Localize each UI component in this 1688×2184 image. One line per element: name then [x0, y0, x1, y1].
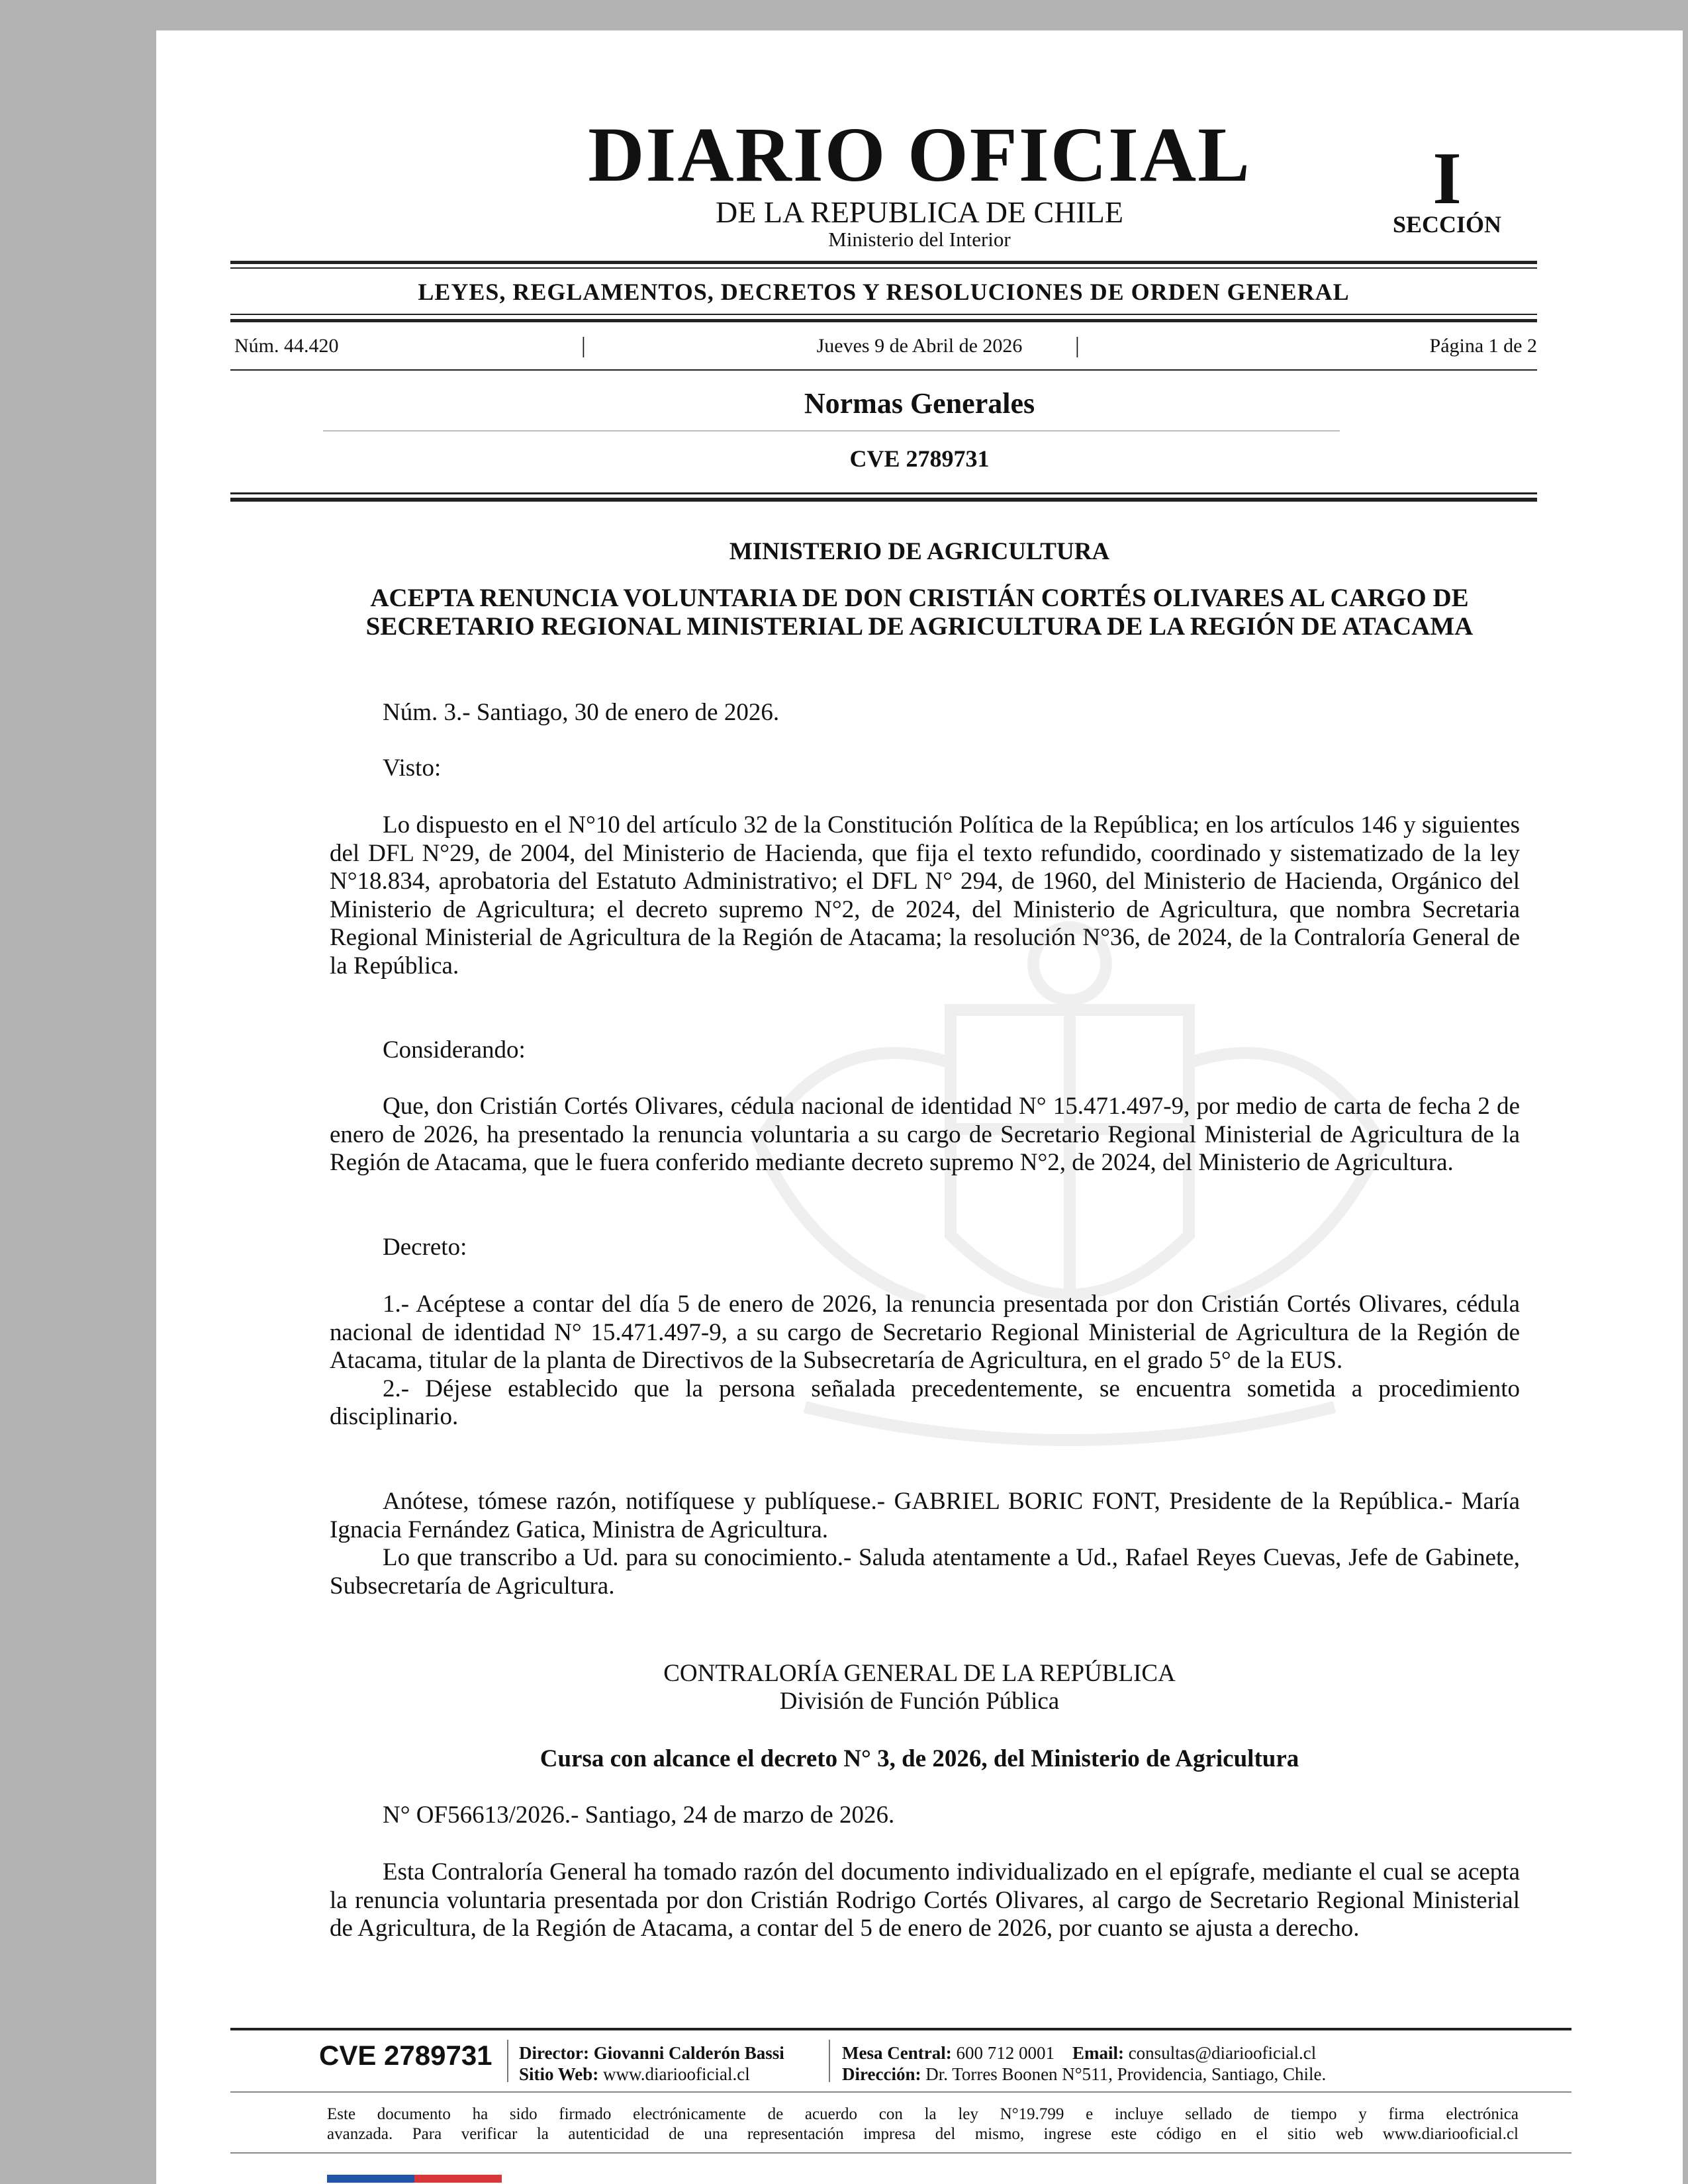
article-2: 2.- Déjese establecido que la persona señalada precedentemente, se encuentra sometida a procedimiento disciplinario. [330, 1375, 1520, 1430]
meta-rule [230, 369, 1537, 371]
footer-separator-2 [829, 2040, 830, 2082]
decreto-label: Decreto: [383, 1234, 467, 1261]
contraloria-text: Esta Contraloría General ha tomado razón del documento individualizado en el epígrafe, mediante el cual se acepta la renuncia voluntaria presentada por don Cristián Rodrigo Cortés Olivares, al cargo de Secretario Regional Ministerial de Agricultura, de la Región de Atacama, a contar del 5 de enero de 2026, por cuanto se ajusta a derecho. [330, 1858, 1520, 1942]
email-label: Email: [1072, 2043, 1124, 2063]
banner-rule-2 [230, 319, 1537, 322]
footer-director-block [519, 2042, 784, 2085]
cve-rule-1 [230, 492, 1537, 494]
visto-text: Lo dispuesto en el N°10 del artículo 32 de la Constitución Política de la República; en los artículos 146 y siguientes del DFL N°29, de 2004, del Ministerio de Hacienda, que fija el texto refundido, coordinado y sistematizado de la ley N°18.834, aprobatoria del Estatuto Administrativo; el DFL N° 294, de 1960, del Ministerio de Hacienda, Orgánico del Ministerio de Agricultura; el decreto supremo N°2, de 2024, del Ministerio de Agricultura, que nombra Secretaria Regional Ministerial de Agricultura de la Región de Atacama; la resolución N°36, de 2024, de la Contraloría General de la República. [330, 811, 1520, 979]
meta-separator-left: | [581, 334, 586, 358]
footer-rule-top [230, 2028, 1571, 2030]
page-indicator: Página 1 de 2 [1429, 335, 1537, 357]
phone-value: 600 712 0001 [956, 2043, 1055, 2063]
cve-code: CVE 2789731 [849, 445, 990, 472]
section-number: I [1432, 138, 1462, 220]
footer-legal-note [327, 2105, 1519, 2144]
visto-label: Visto: [383, 754, 442, 782]
considerando-text: Que, don Cristián Cortés Olivares, cédula nacional de identidad N° 15.471.497-9, por medio de carta de fecha 2 de enero de 2026, ha presentado la renuncia voluntaria a su cargo de Secretario Regional Ministerial de Agricultura de la Región de Atacama, que le fuera conferido mediante decreto supremo N°2, de 2024, del Ministerio de Agricultura. [330, 1093, 1520, 1176]
considerando-block [330, 1093, 1520, 1177]
email-link[interactable]: consultas@diariooficial.cl [1128, 2043, 1317, 2063]
contraloria-number-block [330, 1801, 1520, 1830]
articles-block [330, 1291, 1520, 1432]
flag-stripe-blue [327, 2175, 414, 2183]
masthead-subtitle: DE LA REPUBLICA DE CHILE [716, 195, 1123, 229]
ministry-heading: MINISTERIO DE AGRICULTURA [729, 538, 1110, 565]
address-label: Dirección: [842, 2064, 921, 2084]
meta-separator-right: | [1075, 334, 1080, 358]
footer-rule-bottom [230, 2152, 1571, 2154]
considerando-label: Considerando: [383, 1036, 526, 1064]
visto-block [330, 811, 1520, 980]
category-heading: Normas Generales [804, 387, 1035, 420]
category-underline [323, 430, 1340, 432]
header-rule-top [230, 261, 1537, 264]
closing-signature: Anótese, tómese razón, notifíquese y publíquese.- GABRIEL BORIC FONT, Presidente de la República.- María Ignacia Fernández Gatica, Ministra de Agricultura. [330, 1488, 1520, 1543]
footer-note-line-1: Este documento ha sido firmado electrónicamente de acuerdo con la ley N°19.799 e incluye sellado de tiempo y firma electrónica [327, 2105, 1519, 2123]
closing-transcription: Lo que transcribo a Ud. para su conocimiento.- Saluda atentamente a Ud., Rafael Reyes Cuevas, Jefe de Gabinete, Subsecretaría de Agricultura. [330, 1544, 1520, 1600]
masthead-title: DIARIO OFICIAL [588, 111, 1251, 198]
cve-rule-2 [230, 498, 1537, 502]
phone-label: Mesa Central: [842, 2043, 952, 2063]
contraloria-name: CONTRALORÍA GENERAL DE LA REPÚBLICA [663, 1660, 1176, 1687]
flag-stripe-red [414, 2175, 502, 2183]
contraloria-text-block [330, 1858, 1520, 1943]
director-name: Giovanni Calderón Bassi [593, 2043, 784, 2063]
section-label: SECCIÓN [1392, 211, 1502, 238]
decree-number: Núm. 3.- Santiago, 30 de enero de 2026. [383, 699, 780, 726]
footer-note-line-2: avanzada. Para verificar la autenticidad de una representación impresa del mismo, ingrese este código en el sitio web www.diariooficial.cl [327, 2125, 1519, 2143]
article-1: 1.- Acéptese a contar del día 5 de enero de 2026, la renuncia presentada por don Cristián Cortés Olivares, cédula nacional de identidad N° 15.471.497-9, a su cargo de Secretario Regional Ministerial de Agricultura de la Región de Atacama, titular de la planta de Directivos de la Subsecretaría de Agricultura, en el grado 5° de la EUS. [330, 1291, 1520, 1374]
footer-contact-block [842, 2042, 1326, 2085]
closing-block [330, 1488, 1520, 1600]
header-rule-top-thin [230, 267, 1537, 269]
director-label: Director: [519, 2043, 589, 2063]
section-banner: LEYES, REGLAMENTOS, DECRETOS Y RESOLUCIONES DE ORDEN GENERAL [418, 279, 1350, 305]
banner-rule-1 [230, 314, 1537, 315]
considerando-label-block [330, 1036, 1520, 1065]
address-value: Dr. Torres Boonen N°511, Providencia, Santiago, Chile. [925, 2064, 1327, 2084]
site-label: Sitio Web: [519, 2064, 599, 2084]
decree-title: ACEPTA RENUNCIA VOLUNTARIA DE DON CRISTIÁN CORTÉS OLIVARES AL CARGO DE SECRETARIO REGIONAL MINISTERIAL DE AGRICULTURA DE LA REGIÓN DE ATACAMA [365, 584, 1474, 641]
masthead-ministry: Ministerio del Interior [828, 228, 1011, 251]
issue-number: Núm. 44.420 [234, 335, 339, 357]
footer-separator-1 [507, 2040, 508, 2082]
contraloria-heading [156, 1660, 1683, 1715]
contraloria-number: N° OF56613/2026.- Santiago, 24 de marzo de 2026. [383, 1801, 895, 1829]
contraloria-division: División de Función Pública [779, 1688, 1060, 1715]
footer-rule-mid [230, 2091, 1571, 2093]
footer-cve-code: CVE 2789731 [319, 2040, 492, 2071]
decreto-label-block [330, 1234, 1520, 1262]
site-link[interactable]: www.diariooficial.cl [603, 2064, 750, 2084]
visto-label-block [330, 754, 1520, 783]
contraloria-subject: Cursa con alcance el decreto N° 3, de 2026, del Ministerio de Agricultura [539, 1745, 1299, 1772]
issue-date: Jueves 9 de Abril de 2026 [816, 335, 1023, 357]
decree-number-line [330, 699, 1520, 727]
document-page [156, 30, 1683, 2184]
